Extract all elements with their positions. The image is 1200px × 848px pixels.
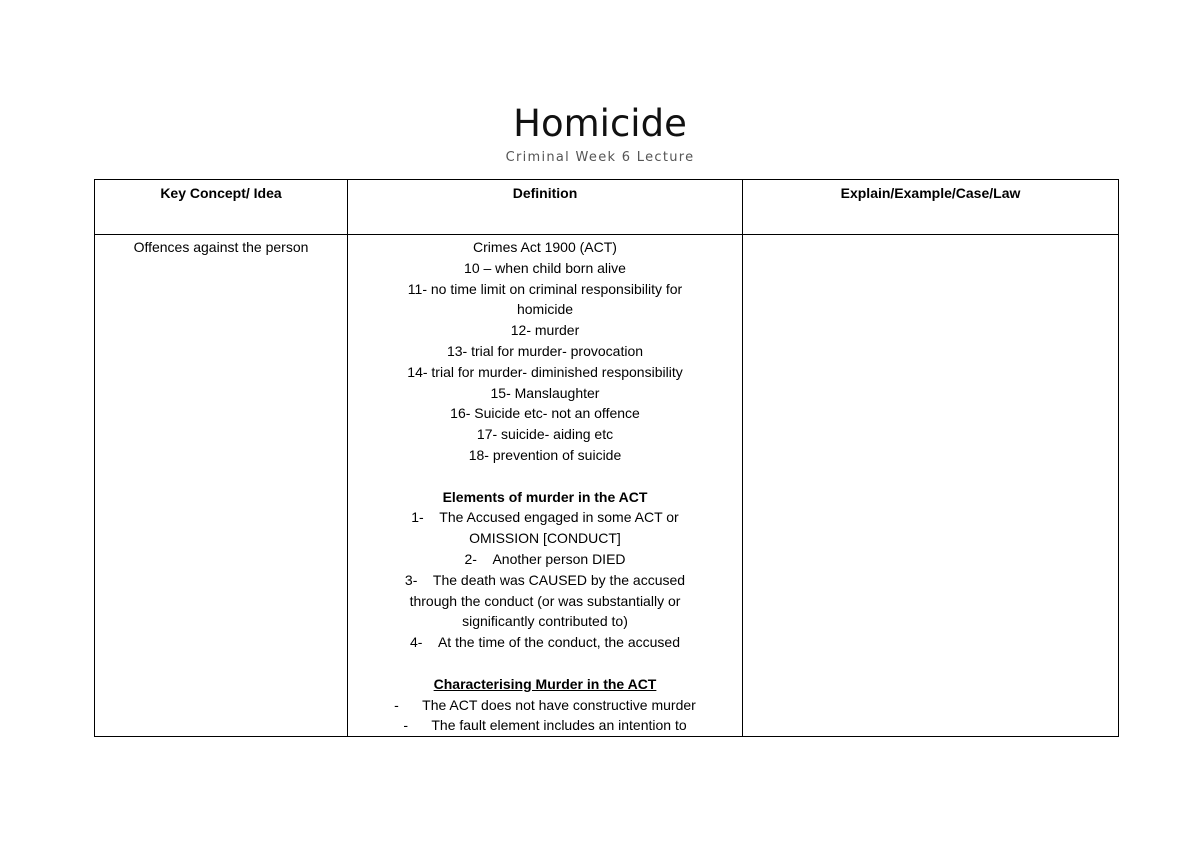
list-item-text: The death was CAUSED by the accused	[432, 571, 686, 588]
notes-table	[94, 179, 1119, 737]
list-item-text: through the conduct (or was substantially or	[409, 592, 681, 609]
list-item-text: OMISSION [CONDUCT]	[469, 530, 621, 547]
characterising-heading: Characterising Murder in the ACT	[433, 675, 657, 692]
list-item	[348, 715, 742, 736]
elements-list	[348, 507, 742, 653]
table-row	[95, 235, 1119, 737]
section-list	[348, 237, 742, 466]
cell-definition	[348, 235, 743, 737]
list-item-text: The ACT does not have constructive murder	[422, 696, 696, 713]
list-item	[348, 570, 742, 591]
list-item	[348, 632, 742, 653]
list-number: 1-	[411, 509, 424, 526]
definition-line: 16- Suicide etc- not an offence	[450, 405, 640, 422]
elements-heading: Elements of murder in the ACT	[442, 488, 648, 505]
list-item	[348, 549, 742, 570]
definition-line: 17- suicide- aiding etc	[476, 426, 614, 443]
definition-line: 18- prevention of suicide	[468, 446, 622, 463]
definition-line: 14- trial for murder- diminished responsibility	[407, 363, 683, 380]
definition-line: 12- murder	[510, 322, 580, 339]
definition-line: homicide	[516, 301, 574, 318]
definition-line: 10 – when child born alive	[464, 259, 626, 276]
definition-line: Crimes Act 1900 (ACT)	[473, 239, 617, 255]
definition-line: 15- Manslaughter	[490, 384, 600, 401]
spacer	[348, 653, 742, 674]
list-item-text: Another person DIED	[492, 550, 626, 567]
list-dash: -	[394, 696, 399, 713]
list-item	[348, 507, 742, 528]
list-number: 3-	[404, 571, 418, 588]
header-definition: Definition	[348, 180, 743, 235]
list-item-text: The Accused engaged in some ACT or	[439, 509, 679, 526]
list-item-text: significantly contributed to)	[462, 613, 628, 630]
concept-text: Offences against the person	[133, 239, 309, 255]
list-item-text: The fault element includes an intention to	[431, 717, 687, 734]
spacer	[348, 466, 742, 487]
definition-line: 13- trial for murder- provocation	[446, 342, 644, 359]
list-number: 4-	[409, 634, 423, 651]
characterising-list	[348, 695, 742, 737]
table-header-row	[95, 180, 1119, 235]
definition-line: 11- no time limit on criminal responsibility for	[407, 280, 683, 297]
header-key-concept: Key Concept/ Idea	[95, 180, 348, 235]
cell-key-concept	[95, 235, 348, 737]
header-explain: Explain/Example/Case/Law	[743, 180, 1119, 235]
list-item	[348, 695, 742, 716]
list-number: 2-	[464, 550, 477, 567]
document-subtitle: Criminal Week 6 Lecture	[505, 150, 695, 165]
list-item-text: At the time of the conduct, the accused	[437, 634, 681, 651]
document-title: Homicide	[513, 102, 687, 145]
list-dash: -	[403, 717, 409, 734]
cell-explain	[743, 235, 1119, 737]
